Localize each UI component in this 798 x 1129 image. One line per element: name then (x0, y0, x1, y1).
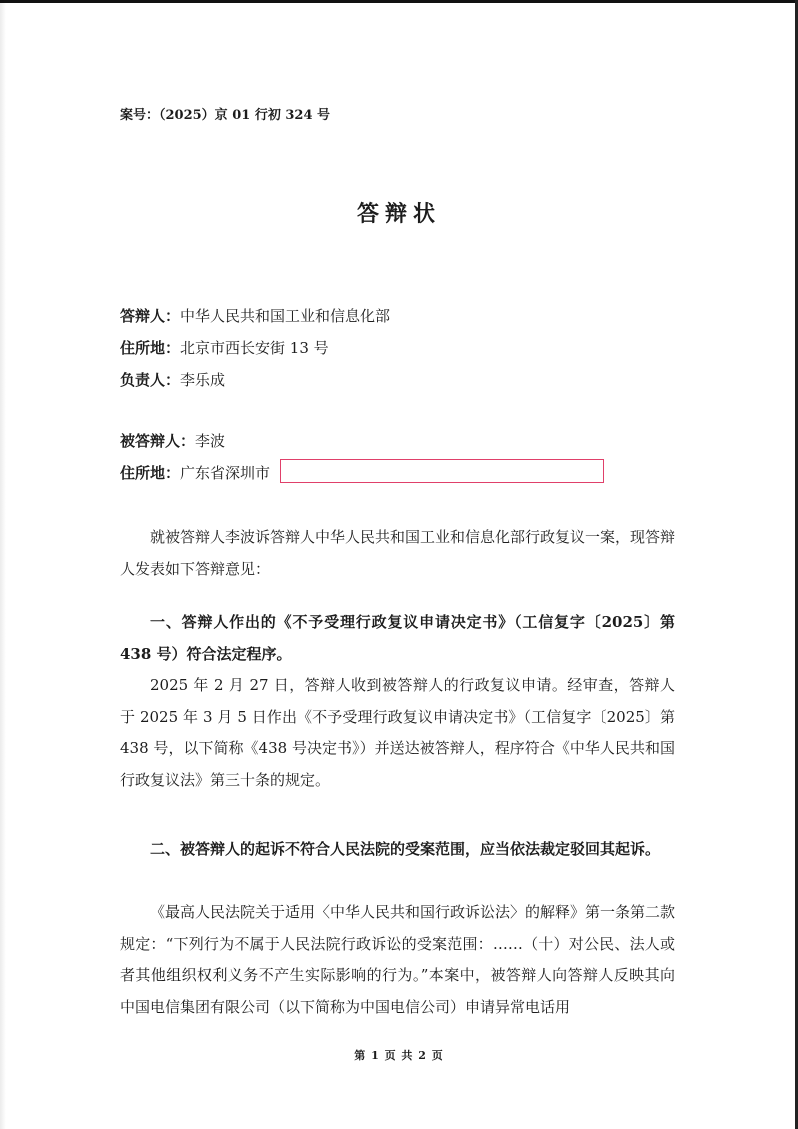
redacted-address-box (280, 459, 604, 483)
respondent-address-line (120, 337, 329, 358)
respondent-name: 中华人民共和国工业和信息化部 (180, 307, 391, 325)
section-2-body: 《最高人民法院关于适用〈中华人民共和国行政诉讼法〉的解释》第一条第二款规定：“下列行为不属于人民法院行政诉讼的受案范围：……（十）对公民、法人或者其他组织权利义务不产生实际影响的行为。”本案中，被答辩人向答辩人反映其向中国电信集团有限公司（以下简称为中国电信公司）申请异常电话用 (120, 903, 676, 1016)
defendant-address-line (120, 462, 270, 483)
document-title: 答辩状 (356, 201, 441, 227)
section-1-body: 2025 年 2 月 27 日，答辩人收到被答辩人的行政复议申请。经审查，答辩人于 2025 年 3 月 5 日作出《不予受理行政复议申请决定书》（工信复字〔2025〕第 438 号，以下简称《438 号决定书》）并送达被答辩人，程序符合《中华人民共和国行政复议法》第三十条的规定。 (120, 676, 675, 789)
defendant-name-label: 被答辩人： (120, 432, 196, 450)
page-footer: 第 1 页 共 2 页 (354, 1049, 444, 1062)
respondent-address: 北京市西长安街 13 号 (180, 339, 329, 357)
section-1-heading: 一、答辩人作出的《不予受理行政复议申请决定书》（工信复字〔2025〕第 438 号）符合法定程序。 (120, 613, 675, 663)
respondent-head-line (120, 369, 225, 390)
defendant-address-label: 住所地： (120, 464, 181, 482)
respondent-head: 李乐成 (180, 371, 226, 389)
scan-left-shadow (0, 0, 6, 1129)
defendant-name: 李波 (195, 432, 226, 450)
case-number: 案号：（2025）京 01 行初 324 号 (120, 108, 331, 123)
defendant-address: 广东省深圳市 (180, 464, 271, 482)
respondent-name-line (120, 305, 390, 326)
scan-top-edge (0, 0, 798, 3)
respondent-head-label: 负责人： (120, 371, 181, 389)
respondent-name-label: 答辩人： (120, 307, 181, 325)
intro-paragraph: 就被答辩人李波诉答辩人中华人民共和国工业和信息化部行政复议一案，现答辩人发表如下答辩意见： (120, 528, 676, 578)
section-2-heading: 二、被答辩人的起诉不符合人民法院的受案范围，应当依法裁定驳回其起诉。 (150, 840, 661, 858)
respondent-address-label: 住所地： (120, 339, 181, 357)
defendant-name-line (120, 430, 225, 451)
